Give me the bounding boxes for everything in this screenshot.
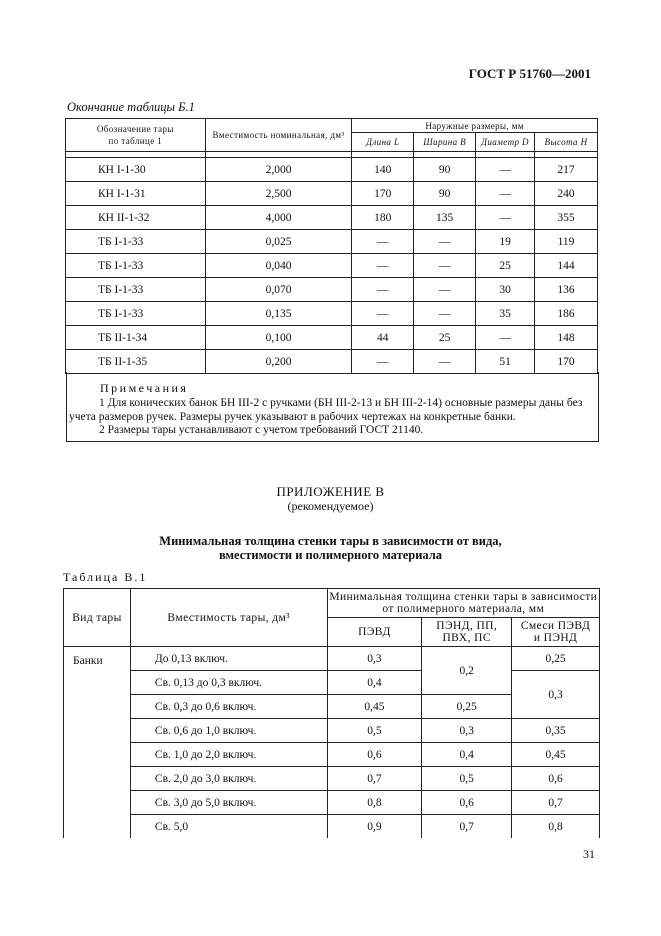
- table-row: [66, 278, 598, 302]
- cell-type: Банки: [64, 647, 131, 839]
- cell-width: —: [414, 278, 476, 302]
- table-row: [66, 254, 598, 278]
- cell-mix: 0,25: [512, 647, 600, 671]
- cell-height: 217: [535, 158, 598, 182]
- page-number: 31: [583, 847, 595, 861]
- cell-capacity: 2,000: [205, 158, 352, 182]
- header-capacity-v: Вместимость тары, дм³: [130, 589, 327, 647]
- table-row: [66, 182, 598, 206]
- table-row: [66, 206, 598, 230]
- cell-capacity: Св. 1,0 до 2,0 включ.: [130, 743, 327, 767]
- cell-pnd: 0,3: [422, 719, 512, 743]
- cell-pevd: 0,6: [327, 743, 422, 767]
- cell-width: —: [414, 302, 476, 326]
- table-b1-caption: Окончание таблицы Б.1: [67, 100, 195, 114]
- table-row: [66, 326, 598, 350]
- cell-diameter: 30: [476, 278, 535, 302]
- cell-capacity: 0,200: [205, 350, 352, 374]
- cell-capacity: Св. 2,0 до 3,0 включ.: [130, 767, 327, 791]
- cell-height: 119: [535, 230, 598, 254]
- cell-length: 44: [352, 326, 414, 350]
- appendix-subtitle: (рекомендуемое): [287, 499, 374, 513]
- table-row: [66, 302, 598, 326]
- cell-height: 355: [535, 206, 598, 230]
- cell-width: —: [414, 254, 476, 278]
- cell-pevd: 0,8: [327, 791, 422, 815]
- cell-length: 170: [352, 182, 414, 206]
- header-pnd: ПЭНД, ПП, ПВХ, ПС: [422, 618, 512, 647]
- cell-designation: КН I-1-30: [66, 158, 206, 182]
- cell-mix: 0,3: [512, 671, 600, 719]
- cell-designation: КН II-1-32: [66, 206, 206, 230]
- notes-heading: Примечания: [100, 381, 189, 395]
- cell-length: —: [352, 278, 414, 302]
- cell-mix: 0,8: [512, 815, 600, 839]
- cell-capacity: 0,025: [205, 230, 352, 254]
- cell-length: —: [352, 302, 414, 326]
- cell-diameter: —: [476, 326, 535, 350]
- cell-capacity: 0,070: [205, 278, 352, 302]
- cell-width: 90: [414, 158, 476, 182]
- table-row: [66, 350, 598, 374]
- cell-diameter: 35: [476, 302, 535, 326]
- header-pevd: ПЭВД: [327, 618, 422, 647]
- cell-capacity: До 0,13 включ.: [130, 647, 327, 671]
- cell-pevd: 0,5: [327, 719, 422, 743]
- cell-height: 170: [535, 350, 598, 374]
- cell-pnd: 0,6: [422, 791, 512, 815]
- cell-capacity: 0,040: [205, 254, 352, 278]
- cell-capacity: 0,100: [205, 326, 352, 350]
- cell-designation: ТБ I-1-33: [66, 230, 206, 254]
- appendix-title: ПРИЛОЖЕНИЕ В: [276, 484, 385, 499]
- header-capacity: Вместимость номинальная, дм³: [205, 119, 352, 152]
- table-row: [66, 230, 598, 254]
- cell-designation: ТБ II-1-34: [66, 326, 206, 350]
- cell-diameter: 19: [476, 230, 535, 254]
- table-row: [66, 158, 598, 182]
- header-outer-dims: Наружные размеры, мм: [352, 119, 598, 133]
- cell-diameter: 25: [476, 254, 535, 278]
- cell-width: —: [414, 230, 476, 254]
- cell-height: 136: [535, 278, 598, 302]
- cell-capacity: Св. 3,0 до 5,0 включ.: [130, 791, 327, 815]
- standard-number: ГОСТ Р 51760—2001: [468, 66, 591, 81]
- cell-capacity: Св. 5,0: [130, 815, 327, 839]
- cell-pnd: 0,4: [422, 743, 512, 767]
- cell-capacity: Св. 0,3 до 0,6 включ.: [130, 695, 327, 719]
- cell-length: 180: [352, 206, 414, 230]
- table-b1-notes: [66, 372, 599, 442]
- cell-designation: КН I-1-31: [66, 182, 206, 206]
- cell-capacity: Св. 0,13 до 0,3 включ.: [130, 671, 327, 695]
- header-type: Вид тары: [64, 589, 131, 647]
- cell-pnd: 0,25: [422, 695, 512, 719]
- cell-height: 144: [535, 254, 598, 278]
- cell-mix: 0,7: [512, 791, 600, 815]
- cell-capacity: 0,135: [205, 302, 352, 326]
- header-mix: Смеси ПЭВД и ПЭНД: [512, 618, 600, 647]
- cell-diameter: —: [476, 206, 535, 230]
- cell-designation: ТБ I-1-33: [66, 278, 206, 302]
- header-min-thickness: Минимальная толщина стенки тары в зависимости от полимерного материала, мм: [327, 589, 600, 618]
- appendix-heading: Минимальная толщина стенки тары в зависимости от вида, вместимости и полимерного материала: [159, 534, 502, 562]
- cell-length: —: [352, 350, 414, 374]
- header-designation: Обозначение тары по таблице 1: [66, 119, 206, 152]
- cell-mix: 0,35: [512, 719, 600, 743]
- cell-length: —: [352, 230, 414, 254]
- cell-pevd: 0,4: [327, 671, 422, 695]
- header-diameter: Диаметр D: [476, 133, 535, 152]
- cell-diameter: —: [476, 158, 535, 182]
- cell-capacity: Св. 0,6 до 1,0 включ.: [130, 719, 327, 743]
- note-1: 1 Для конических банок БН III-2 с ручками (БН III-2-13 и БН III-2-14) основные размеры даны без учета размеров ручек. Размеры ручек указывают в рабочих чертежах на конкретные банки.: [69, 397, 583, 423]
- note-2: 2 Размеры тары устанавливают с учетом требований ГОСТ 21140.: [99, 424, 424, 436]
- cell-pnd: 0,5: [422, 767, 512, 791]
- cell-diameter: 51: [476, 350, 535, 374]
- header-length: Длина L: [352, 133, 414, 152]
- cell-pevd: 0,45: [327, 695, 422, 719]
- table-v1: [63, 588, 600, 838]
- table-v1-label: Таблица В.1: [63, 570, 148, 584]
- cell-pevd: 0,9: [327, 815, 422, 839]
- cell-height: 240: [535, 182, 598, 206]
- cell-designation: ТБ II-1-35: [66, 350, 206, 374]
- cell-pnd: 0,7: [422, 815, 512, 839]
- cell-width: 135: [414, 206, 476, 230]
- cell-capacity: 2,500: [205, 182, 352, 206]
- cell-pevd: 0,7: [327, 767, 422, 791]
- cell-mix: 0,45: [512, 743, 600, 767]
- cell-width: —: [414, 350, 476, 374]
- cell-width: 90: [414, 182, 476, 206]
- header-height: Высота H: [535, 133, 598, 152]
- cell-length: 140: [352, 158, 414, 182]
- cell-designation: ТБ I-1-33: [66, 302, 206, 326]
- cell-pevd: 0,3: [327, 647, 422, 671]
- table-b1: [65, 118, 598, 374]
- cell-designation: ТБ I-1-33: [66, 254, 206, 278]
- cell-width: 25: [414, 326, 476, 350]
- cell-pnd: 0,2: [422, 647, 512, 695]
- cell-height: 186: [535, 302, 598, 326]
- cell-length: —: [352, 254, 414, 278]
- cell-height: 148: [535, 326, 598, 350]
- cell-capacity: 4,000: [205, 206, 352, 230]
- cell-mix: 0,6: [512, 767, 600, 791]
- header-width: Ширина B: [414, 133, 476, 152]
- cell-diameter: —: [476, 182, 535, 206]
